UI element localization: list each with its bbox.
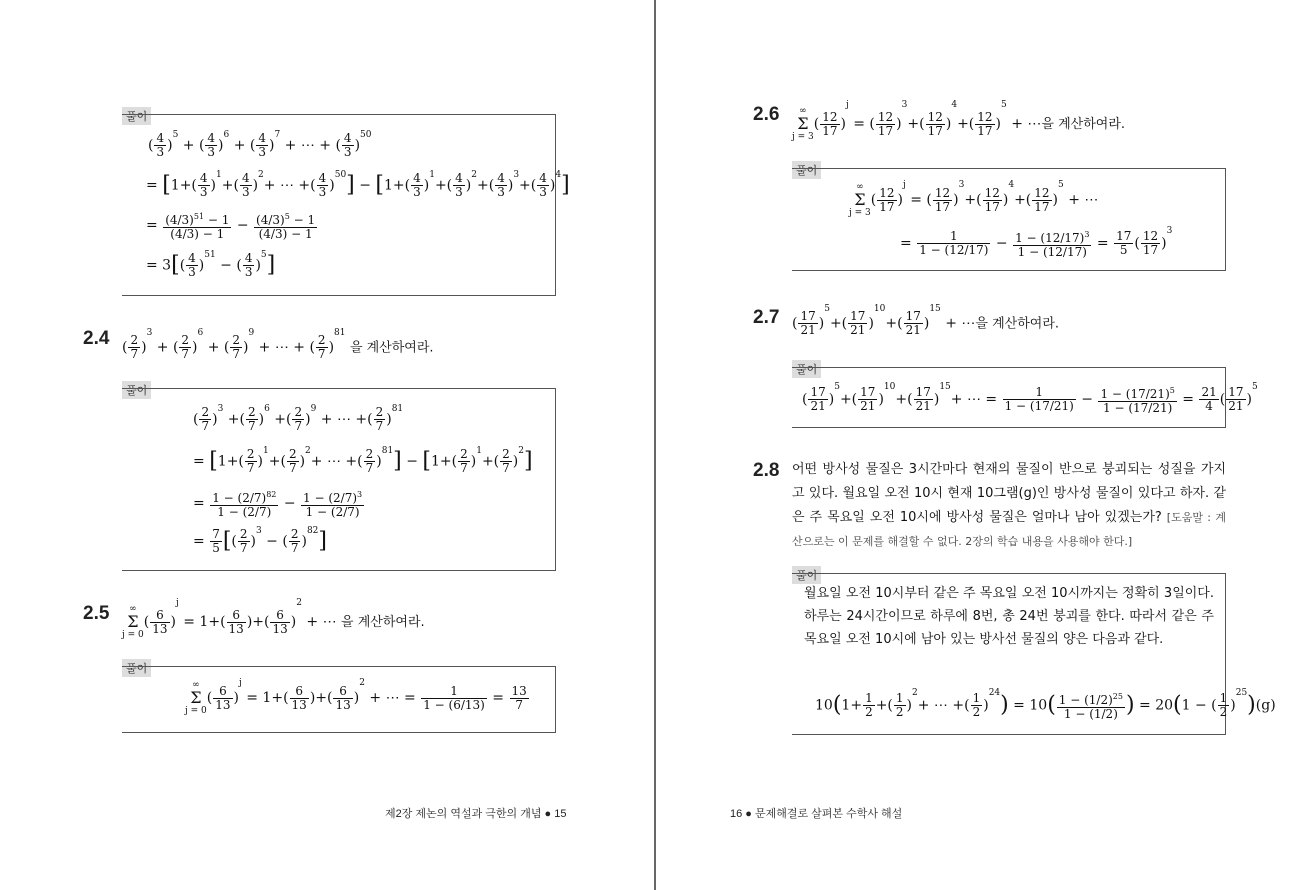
solution-tag: 풀이 <box>792 360 821 378</box>
problem-2-8-text: 어떤 방사성 물질은 3시간마다 현재의 물질이 반으로 붕괴되는 성질을 가지고 있다. 월요일 오전 10시 현재 10그램(g)인 방사성 물질이 있다고 하자. 같은 주 목요일 오전 10시에 방사성 물질은 얼마나 남아 있겠는가? <box>792 462 1226 525</box>
solution-2-3-line-1: ( $\frac{4}{3}$ )$^5$ + ( $\frac{4}{3}$ )$^6$ + ( $\frac{4}{3}$ )$^7$ + ⋯ + ( $\frac{4}{3}$ )$^{50}$ <box>148 130 372 159</box>
solution-2-6-line-1: ∞ Σ j = 3( $\frac{12}{17}$ )$^j$ = ( $\frac{12}{17}$ )$^3$+( $\frac{12}{17}$ )$^4$+( $\frac{12}{17}$ )$^5$ + ⋯ <box>849 180 1099 218</box>
solution-2-4-line-4: = $\frac{7}{5}$ [( $\frac{2}{7}$ )$^3$ − ( $\frac{2}{7}$ )$^{82}$] <box>193 526 327 555</box>
solution-2-4-line-1: ( $\frac{2}{7}$ )$^3$ +( $\frac{2}{7}$ )$^6$ +( $\frac{2}{7}$ )$^9$ + ⋯ +( $\frac{2}{7}$ )$^{81}$ <box>193 404 404 433</box>
solution-2-6-line-2: = $\frac{1}{1 - (12/17)}$ − $\frac{1 - (12/17)^3}{1 - (12/17)}$ = $\frac{17}{5}$ ( $\frac{12}{17}$ )$^3$ <box>900 226 1173 259</box>
right-page <box>657 0 1312 890</box>
solution-tag: 풀이 <box>122 381 151 399</box>
problem-number-2-4: 2.4 <box>83 328 110 349</box>
page-footer-left: 제2장 제논의 역설과 극한의 개념 ● 15 <box>385 808 567 820</box>
problem-2-5-statement: ∞ Σ j = 0( $\frac{6}{13}$ )$^j$ = 1+( $\frac{6}{13}$ )+( $\frac{6}{13}$ )$^2$ + ⋯ 을 계산하여라. <box>122 598 425 640</box>
solution-tag: 풀이 <box>122 107 151 125</box>
solution-2-7-line-1: ( $\frac{17}{21}$ )$^5$+( $\frac{17}{21}$ )$^{10}$+( $\frac{17}{21}$ )$^{15}$+ ⋯ = $\frac{1}{1 - (17/21)}$ − $\frac{1 - (17/21)^5}{1 - (17/21)}$ = $\frac{21}{4}$ ( $\frac{17}{21}$ )$^5$ <box>802 382 1258 415</box>
problem-number-2-6: 2.6 <box>753 104 780 125</box>
problem-2-6-statement: ∞ Σ j = 3( $\frac{12}{17}$ )$^j$ = ( $\frac{12}{17}$ )$^3$+( $\frac{12}{17}$ )$^4$+( $\frac{12}{17}$ )$^5$ + ⋯을 계산하여라. <box>792 100 1126 142</box>
solution-2-8-text: 월요일 오전 10시부터 같은 주 목요일 오전 10시까지는 정확히 3일이다. 하루는 24시간이므로 하루에 8번, 총 24번 붕괴를 한다. 따라서 같은 주 목요일 오전 10시에 남아 있는 방사선 물질의 양은 다음과 같다. <box>804 586 1214 647</box>
problem-2-7-statement: ( $\frac{17}{21}$ )$^5$+( $\frac{17}{21}$ )$^{10}$+( $\frac{17}{21}$ )$^{15}$ + ⋯을 계산하여라. <box>792 304 1060 337</box>
solution-2-3-line-2: = [1+( $\frac{4}{3}$ )$^1$+( $\frac{4}{3}$ )$^2$+ ⋯ +( $\frac{4}{3}$ )$^{50}$] − [1+( $\frac{4}{3}$ )$^1$+( $\frac{4}{3}$ )$^2$+( $\frac{4}{3}$ )$^3$+( $\frac{4}{3}$ )$^4$] <box>146 170 570 199</box>
problem-2-4-statement: ( $\frac{2}{7}$ )$^3$ + ( $\frac{2}{7}$ )$^6$ + ( $\frac{2}{7}$ )$^9$ + ⋯ + ( $\frac{2}{7}$ )$^{81}$ 을 계산하여라. <box>122 328 434 361</box>
problem-2-8-statement <box>792 458 1226 554</box>
problem-number-2-7: 2.7 <box>753 307 780 328</box>
problem-number-2-8: 2.8 <box>753 460 780 481</box>
solution-2-4-line-3: = $\frac{1 - (2/7)^{82}}{1 - (2/7)}$ − $\frac{1 - (2/7)^3}{1 - (2/7)}$ <box>193 490 363 519</box>
problem-number-2-5: 2.5 <box>83 603 110 624</box>
solution-2-4-line-2: = [1+( $\frac{2}{7}$ )$^1$+( $\frac{2}{7}$ )$^2$+ ⋯ +( $\frac{2}{7}$ )$^{81}$] − [1+( $\frac{2}{7}$ )$^1$+( $\frac{2}{7}$ )$^2$] <box>193 446 533 475</box>
solution-tag: 풀이 <box>122 659 151 677</box>
solution-tag: 풀이 <box>792 566 821 584</box>
solution-2-3-line-3: = $\frac{(4/3)^{51} - 1}{(4/3) - 1}$ − $\frac{(4/3)^5 - 1}{(4/3) - 1}$ <box>146 212 316 241</box>
solution-2-3-line-4: = 3[( $\frac{4}{3}$ )$^{51}$ − ( $\frac{4}{3}$ )$^5$] <box>146 250 276 279</box>
page-footer-right: 16 ● 문제해결로 살펴본 수학사 해설 <box>730 808 903 820</box>
solution-2-5-line-1: ∞ Σ j = 0( $\frac{6}{13}$ )$^j$ = 1+( $\frac{6}{13}$ )+( $\frac{6}{13}$ )$^2$ + ⋯ = $\frac{1}{1 - (6/13)}$ = $\frac{13}{7}$ <box>185 678 527 716</box>
solution-tag: 풀이 <box>792 161 821 179</box>
solution-2-8-equation: 10(1+ $\frac{1}{2}$ +( $\frac{1}{2}$ )$^2$+ ⋯ +( $\frac{1}{2}$ )$^{24}$) = 10( $\frac{1 - (1/2)^{25}}{1 - (1/2)}$ ) = 20(1 − ( $\frac{1}{2}$ )$^{25}$)(g) <box>815 688 1276 721</box>
problem-2-8-hint: [도움말 : 계산으로는 이 문제를 해결할 수 없다. 2장의 학습 내용을 사용해야 한다.] <box>792 511 1226 548</box>
left-page <box>0 0 655 890</box>
